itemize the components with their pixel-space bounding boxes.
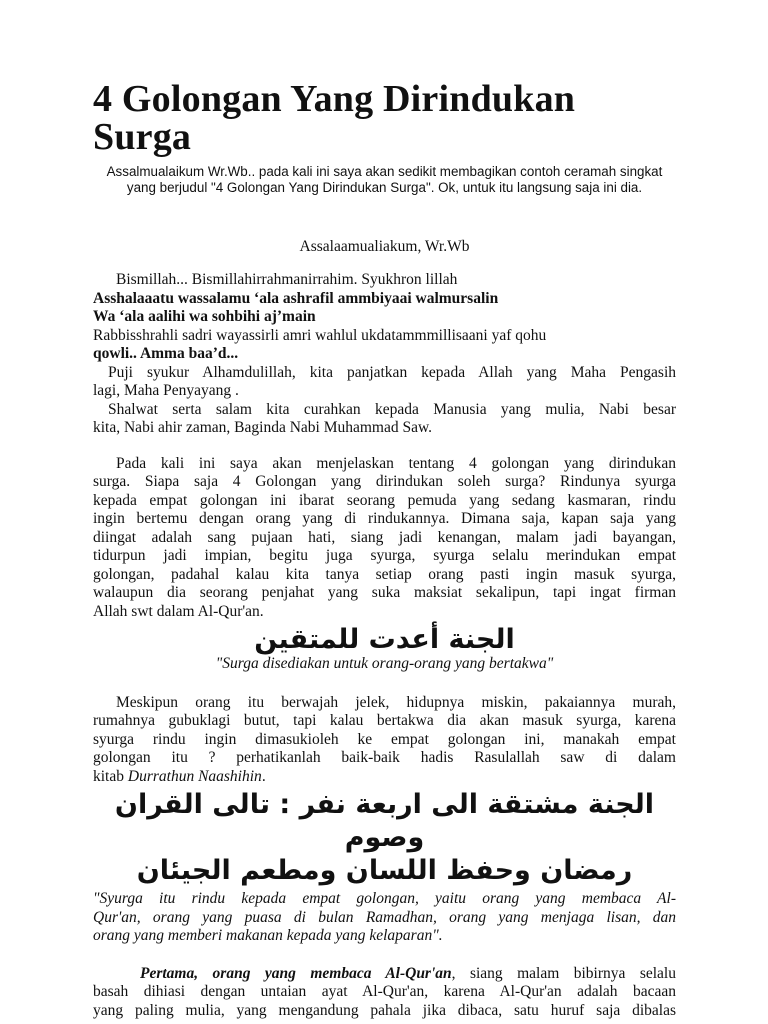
text-line: Meskipun orang itu berwajah jelek, hidupnya miskin, pakaiannya murah, bbox=[116, 693, 676, 711]
opening-line: qowli.. Amma baa’d... bbox=[93, 345, 239, 362]
text-line: golongan itu ? perhatikanlah baik-baik hadis Rasulallah saw di dalam bbox=[93, 749, 676, 766]
arabic-hadith-line-1: الجنة مشتقة الى اربعة نفر : تالى القران وصوم bbox=[114, 789, 655, 853]
text-line: rumahnya gubuklagi butut, tapi kalau bertakwa dia akan masuk syurga, karena bbox=[93, 712, 676, 729]
text-line: tidurpun jadi impian, begitu juga syurga, syurga selalu merindukan empat bbox=[93, 547, 676, 564]
text-line: lagi, Maha Penyayang . bbox=[93, 382, 239, 399]
text-line: ingin bertemu dengan orang yang di rindukannya. Dimana saja, kapan saja yang bbox=[93, 510, 676, 527]
arabic-verse-1: الجنة أعدت للمتقين bbox=[254, 624, 515, 655]
opening-line: Rabbisshrahli sadri wayassirli amri wahlul ukdatammmillisaani yaf qohu bbox=[93, 326, 547, 344]
text-fragment: kitab bbox=[93, 767, 128, 785]
paragraph-first-group bbox=[93, 965, 676, 1021]
paragraph-piety bbox=[93, 694, 676, 787]
text-fragment: . bbox=[261, 767, 266, 785]
opening-lines bbox=[93, 271, 676, 364]
text-line: Puji syukur Alhamdulillah, kita panjatkan kepada Allah yang Maha Pengasih bbox=[108, 363, 676, 381]
text-line: kepada empat golongan ini ibarat seorang pemuda yang sedang kasmaran, rindu bbox=[93, 491, 676, 509]
book-title: Durrathun Naashihin bbox=[127, 767, 262, 785]
text-fragment: , siang malam bibirnya selalu bbox=[451, 964, 676, 982]
intro-text: Assalmualaikum Wr.Wb.. pada kali ini saya akan sedikit membagikan contoh ceramah singkat yang berjudul "4 Golongan Yang Dirindukan Surga". Ok, untuk itu langsung saja ini dia. bbox=[106, 164, 663, 195]
text-line bbox=[93, 965, 676, 984]
text-line: syurga rindu ingin dimasukioleh ke empat golongan ini, manakah empat bbox=[93, 730, 676, 748]
paragraph-intro-topic bbox=[93, 455, 676, 622]
text-line: diingat adalah sang pujaan hati, siang jadi kenangan, malam jadi bayangan, bbox=[93, 528, 676, 546]
verse-translation-1: "Surga disediakan untuk orang-orang yang bertakwa" bbox=[215, 655, 554, 672]
text-line: Shalwat serta salam kita curahkan kepada Manusia yang mulia, Nabi besar bbox=[108, 400, 676, 418]
opening-line: Asshalaaatu wassalamu ‘ala ashrafil ammbiyaai walmursalin bbox=[93, 289, 499, 307]
text-line: Qur'an, orang yang puasa di bulan Ramadhan, orang yang menjaga lisan, dan bbox=[93, 908, 676, 926]
paragraph-thanks bbox=[93, 364, 676, 401]
opening-line: Wa ‘ala aalihi wa sohbihi aj’main bbox=[93, 308, 316, 325]
opening-line: Bismillah... Bismillahirrahmanirrahim. Syukhron lillah bbox=[116, 271, 458, 288]
text-line: yang paling mulia, yang mengandung pahala jika dibaca, satu huruf saja dibalas bbox=[93, 1001, 676, 1019]
page-title: 4 Golongan Yang Dirindukan Surga bbox=[93, 78, 576, 158]
text-line: "Syurga itu rindu kepada empat golongan, yaitu orang yang membaca Al- bbox=[93, 890, 676, 907]
text-line: surga. Siapa saja 4 Golongan yang dirindukan soleh surga? Rindunya syurga bbox=[93, 473, 676, 490]
hadith-translation bbox=[93, 890, 676, 946]
text-line: Pada kali ini saya akan menjelaskan tentang 4 golongan yang dirindukan bbox=[116, 454, 676, 472]
paragraph-shalawat bbox=[93, 401, 676, 438]
text-line: orang yang memberi makanan kepada yang kelaparan". bbox=[93, 927, 443, 944]
greeting: Assalaamualiakum, Wr.Wb bbox=[299, 238, 470, 255]
arabic-hadith-line-2: رمضان وحفظ اللسان ومطعم الجيئان bbox=[136, 855, 633, 886]
text-line: kita, Nabi ahir zaman, Baginda Nabi Muhammad Saw. bbox=[93, 419, 433, 436]
text-line: Allah swt dalam Al-Qur'an. bbox=[93, 602, 264, 620]
text-line: golongan, padahal kalau kita tanya setiap orang pasti ingin masuk syurga, bbox=[93, 565, 676, 583]
text-line: walaupun dia seorang penjahat yang suka maksiat sekalipun, tapi ingat firman bbox=[93, 584, 676, 601]
section-heading-inline: Pertama, orang yang membaca Al-Qur'an bbox=[140, 964, 452, 982]
text-line bbox=[93, 768, 676, 787]
text-line: basah dihiasi dengan untaian ayat Al-Qur'an, karena Al-Qur'an adalah bacaan bbox=[93, 983, 676, 1000]
